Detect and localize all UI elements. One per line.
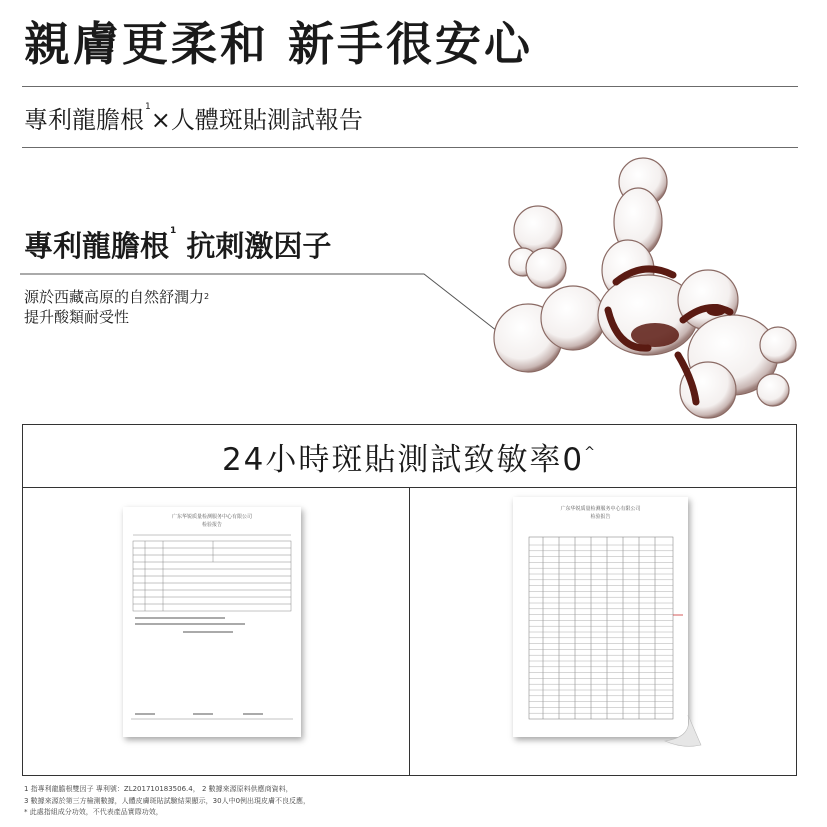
subtitle: [24, 100, 363, 135]
report-table-right: [513, 497, 688, 737]
molecule-illustration: [468, 150, 808, 420]
report-table-left: [123, 507, 301, 737]
ingredient-description: [24, 287, 209, 327]
ingredient-footnote-mark: 1: [170, 226, 177, 236]
report-org: 广东华锐质量检测服务中心有限公司: [171, 514, 252, 520]
patch-test-panel: [22, 424, 797, 776]
page-title: 親膚更柔和 新手很安心: [24, 17, 534, 71]
ingredient-title: [24, 224, 331, 265]
desc-footnote-mark: 2: [204, 292, 210, 301]
subtitle-divider: [22, 147, 798, 148]
test-report-document-left: [123, 507, 301, 737]
desc-line-1-text: 源於西藏高原的自然舒潤力: [24, 288, 205, 306]
report-heading: 检验报告: [590, 514, 611, 520]
ingredient-name: 專利龍膽根: [24, 229, 170, 263]
panel-header: [23, 425, 796, 488]
desc-line-2: 提升酸類耐受性: [24, 308, 130, 326]
test-report-document-right: [513, 497, 688, 737]
panel-title: 24小時斑貼測試致敏率0: [221, 441, 585, 478]
page-curl: [663, 715, 703, 751]
subtitle-text: 專利龍膽根: [24, 106, 144, 134]
title-divider: [22, 86, 798, 87]
footnotes: [24, 784, 310, 819]
subtitle-rest: ×人體斑貼測試報告: [150, 106, 363, 134]
subtitle-footnote-mark: 1: [145, 102, 151, 112]
footnote-1: 1 指專利龍膽根雙因子 專利號：ZL201710183506.4， 2 數據來源原料供應商資料，: [24, 785, 293, 793]
ingredient-benefit: 抗刺激因子: [176, 229, 332, 263]
desc-line-1: [24, 287, 209, 307]
footnote-3: * 此處指組成分功效，不代表產品實際功效，: [24, 808, 163, 816]
report-org: 广东华锐质量检测服务中心有限公司: [560, 506, 641, 512]
report-heading: 检验报告: [201, 522, 222, 528]
footnote-2: 3 數據來源於第三方檢測數據，人體皮膚斑貼試驗結果顯示，30人中0例出現皮膚不良反應，: [24, 796, 311, 805]
panel-divider: [409, 487, 410, 776]
panel-title-mark: ^: [584, 444, 598, 460]
